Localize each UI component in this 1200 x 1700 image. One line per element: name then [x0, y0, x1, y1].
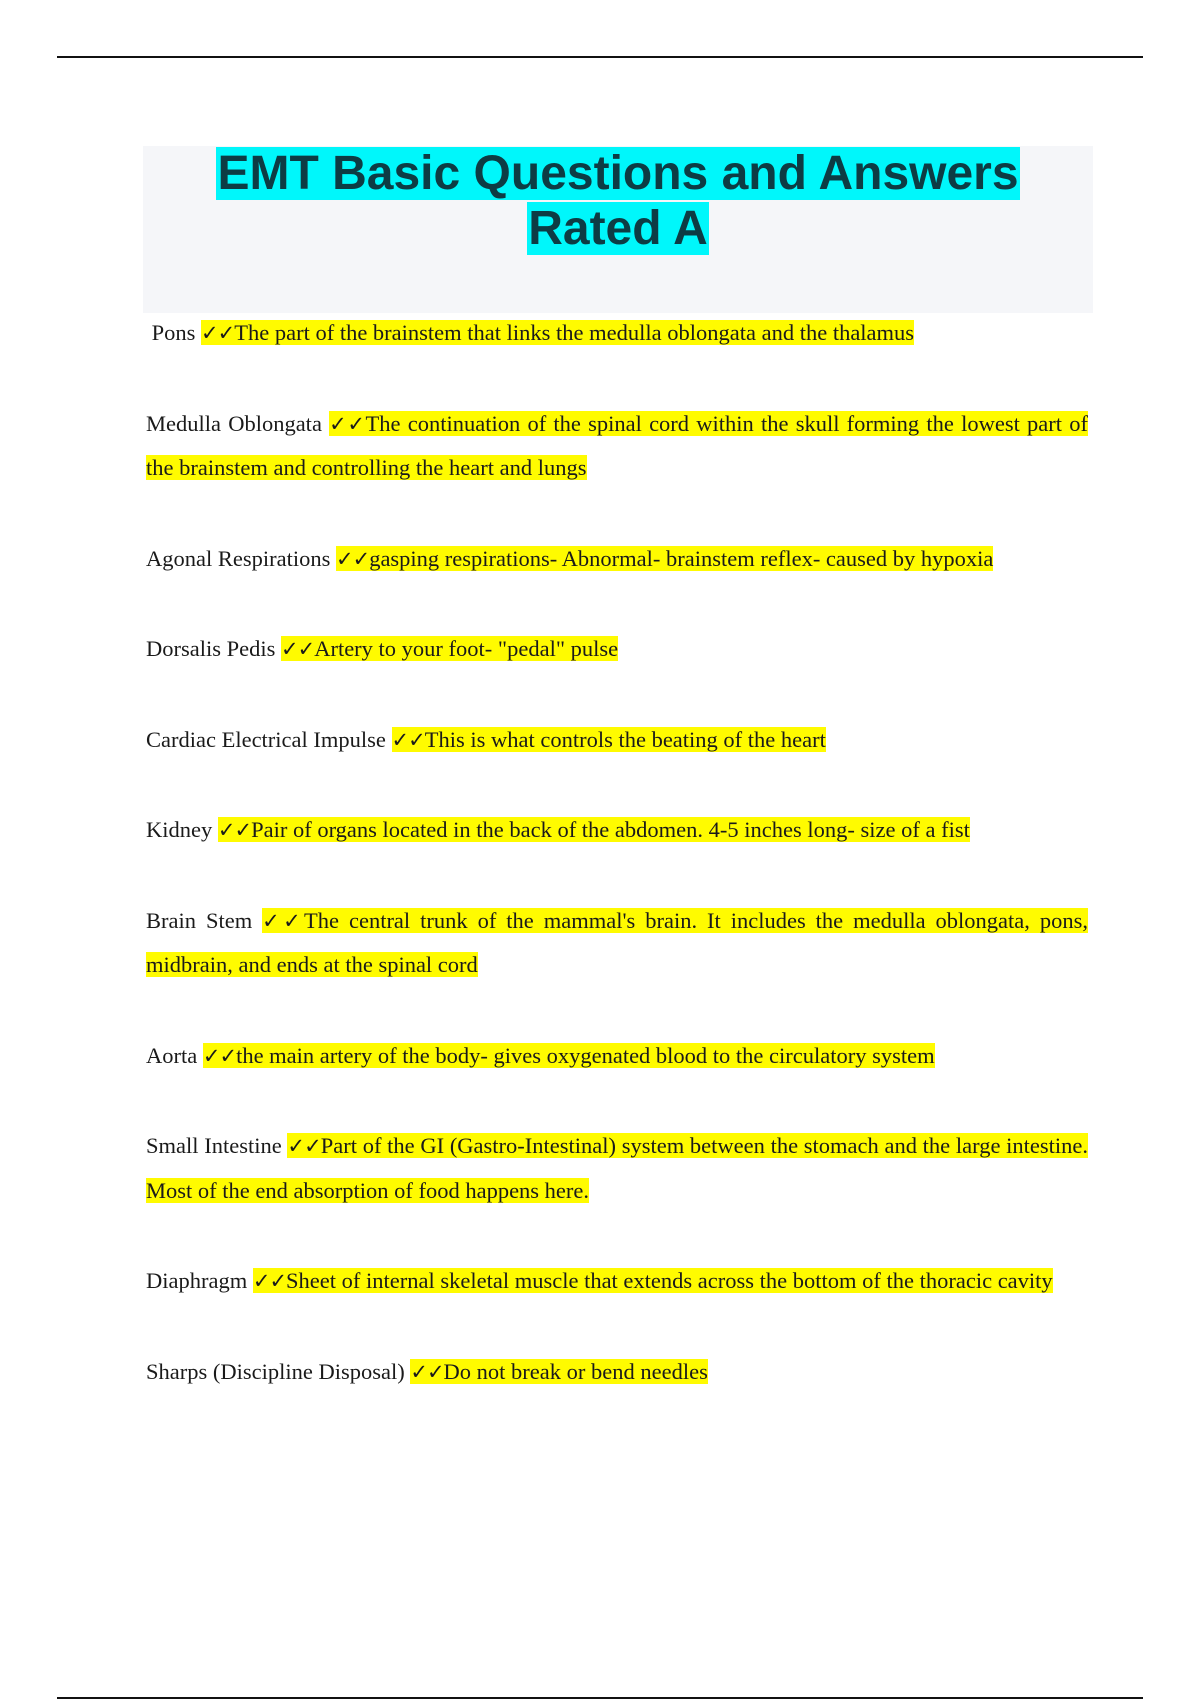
- entry-answer: [146, 908, 1088, 978]
- entry-answer-text: Do not break or bend needles: [443, 1358, 708, 1384]
- title-line-1: EMT Basic Questions and Answers: [217, 147, 1019, 200]
- entry-answer: [336, 546, 993, 571]
- qa-entry: [146, 537, 1088, 582]
- entry-answer: [203, 1043, 935, 1068]
- entry-answer: [218, 817, 970, 842]
- qa-entry: [146, 627, 1088, 672]
- entry-answer: [281, 636, 618, 661]
- double-check-icon: ✓✓: [202, 1043, 237, 1068]
- entry-answer-text: Sheet of internal skeletal muscle that extends across the bottom of the thoracic cavity: [286, 1268, 1053, 1293]
- double-check-icon: ✓✓: [329, 411, 366, 436]
- bottom-rule: [57, 1697, 1143, 1699]
- top-rule: [57, 56, 1143, 58]
- entry-answer: [253, 1268, 1053, 1293]
- double-check-icon: ✓✓: [262, 908, 305, 933]
- double-check-icon: ✓✓: [252, 1269, 287, 1293]
- entry-answer: [410, 1359, 708, 1384]
- qa-entry: [146, 402, 1088, 491]
- qa-entry: [146, 1124, 1088, 1213]
- entry-term: Cardiac Electrical Impulse: [146, 726, 386, 752]
- entry-answer: [201, 320, 914, 345]
- double-check-icon: ✓✓: [410, 1359, 444, 1384]
- title-panel: [143, 146, 1093, 313]
- qa-entry: [146, 1259, 1088, 1304]
- entry-answer-text: Part of the GI (Gastro-Intestinal) system between the stomach and the large intestine. Most of the end absorption of food happens here.: [146, 1133, 1088, 1203]
- entry-answer: [392, 727, 826, 752]
- entry-term: Kidney: [146, 817, 213, 842]
- entry-answer-text: gasping respirations- Abnormal- brainstem reflex- caused by hypoxia: [369, 545, 994, 571]
- entry-answer-text: This is what controls the beating of the heart: [424, 726, 826, 752]
- double-check-icon: ✓✓: [391, 727, 425, 752]
- double-check-icon: ✓✓: [335, 546, 370, 571]
- document-title: [143, 146, 1093, 256]
- qa-entry: [146, 899, 1088, 988]
- entry-term: Pons: [151, 320, 196, 345]
- qa-entry: [146, 1350, 1088, 1395]
- qa-entry: [146, 311, 1088, 356]
- entry-answer-text: The central trunk of the mammal's brain. It includes the medulla oblongata, pons, midbrain, and ends at the spinal cord: [146, 907, 1088, 977]
- entry-term: Brain Stem: [146, 907, 253, 933]
- qa-entry: [146, 1034, 1088, 1079]
- entry-answer-text: the main artery of the body- gives oxygenated blood to the circulatory system: [236, 1042, 935, 1068]
- entry-answer-text: Pair of organs located in the back of the abdomen. 4-5 inches long- size of a fist: [251, 817, 970, 842]
- entry-answer-text: The part of the brainstem that links the medulla oblongata and the thalamus: [234, 320, 915, 345]
- entry-term: Medulla Oblongata: [146, 410, 322, 436]
- qa-entry: [146, 718, 1088, 763]
- entry-term: Aorta: [146, 1042, 198, 1068]
- entry-term: Dorsalis Pedis: [146, 636, 276, 661]
- entry-answer-text: The continuation of the spinal cord within the skull forming the lowest part of the brainstem and controlling the heart and lungs: [146, 410, 1088, 480]
- entry-term: Diaphragm: [146, 1268, 248, 1293]
- double-check-icon: ✓✓: [217, 818, 252, 842]
- double-check-icon: ✓✓: [287, 1134, 321, 1158]
- entry-term: Sharps (Discipline Disposal): [146, 1358, 405, 1384]
- entry-term: Agonal Respirations: [146, 545, 331, 571]
- title-line-2: Rated A: [528, 202, 708, 255]
- double-check-icon: ✓✓: [201, 321, 235, 345]
- entry-answer-text: Artery to your foot- "pedal" pulse: [314, 636, 619, 661]
- entry-term: Small Intestine: [146, 1133, 282, 1158]
- entry-answer: [146, 1133, 1088, 1203]
- double-check-icon: ✓✓: [281, 637, 315, 661]
- qa-list: [146, 311, 1088, 1394]
- qa-entry: [146, 808, 1088, 853]
